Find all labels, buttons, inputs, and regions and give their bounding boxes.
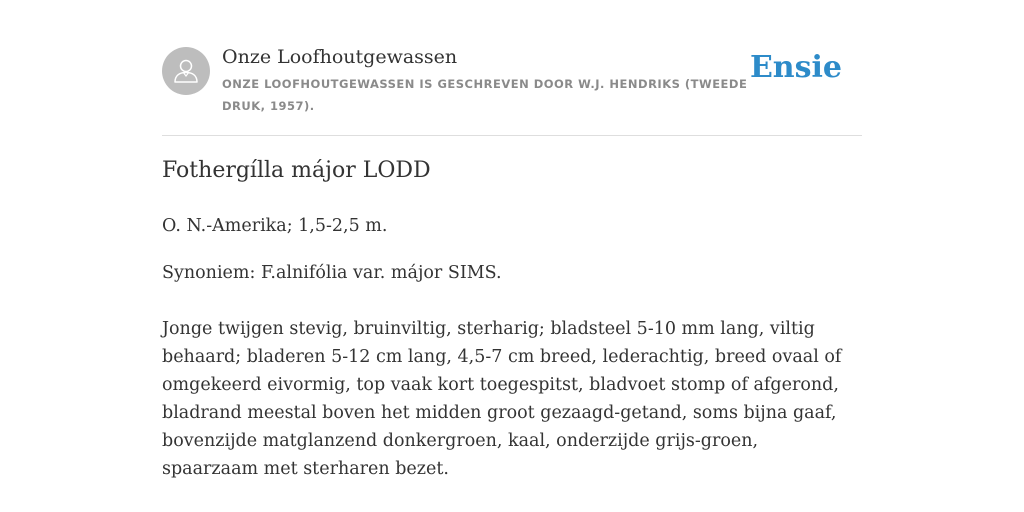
- book-title[interactable]: Onze Loofhoutgewassen: [222, 46, 458, 68]
- user-outline-icon: [162, 47, 210, 95]
- entry-paragraph-synonym: Synoniem: F.alnifólia var. májor SIMS.: [162, 263, 502, 283]
- entry-title: Fothergílla májor LODD: [162, 158, 431, 183]
- author-avatar: [162, 47, 210, 95]
- entry-paragraph-description: Jonge twijgen stevig, bruinviltig, sterharig; bladsteel 5-10 mm lang, viltig behaard; bladeren 5-12 cm lang, 4,5-7 cm breed, lederachtig, breed ovaal of omgekeerd eivormig, top vaak kort toegespitst, bladvoet stomp of afgerond, bladrand meestal boven het midden groot gezaagd-getand, soms bijna gaaf, bovenzijde matglanzend donkergroen, kaal, onderzijde grijs-groen, spaarzaam met sterharen bezet.: [162, 319, 842, 479]
- book-description: ONZE LOOFHOUTGEWASSEN IS GESCHREVEN DOOR W.J. HENDRIKS (TWEEDE DRUK, 1957).: [222, 77, 748, 113]
- ensie-logo[interactable]: Ensie: [749, 50, 842, 85]
- book-header: [162, 44, 862, 136]
- entry-paragraph-origin: O. N.-Amerika; 1,5-2,5 m.: [162, 216, 388, 236]
